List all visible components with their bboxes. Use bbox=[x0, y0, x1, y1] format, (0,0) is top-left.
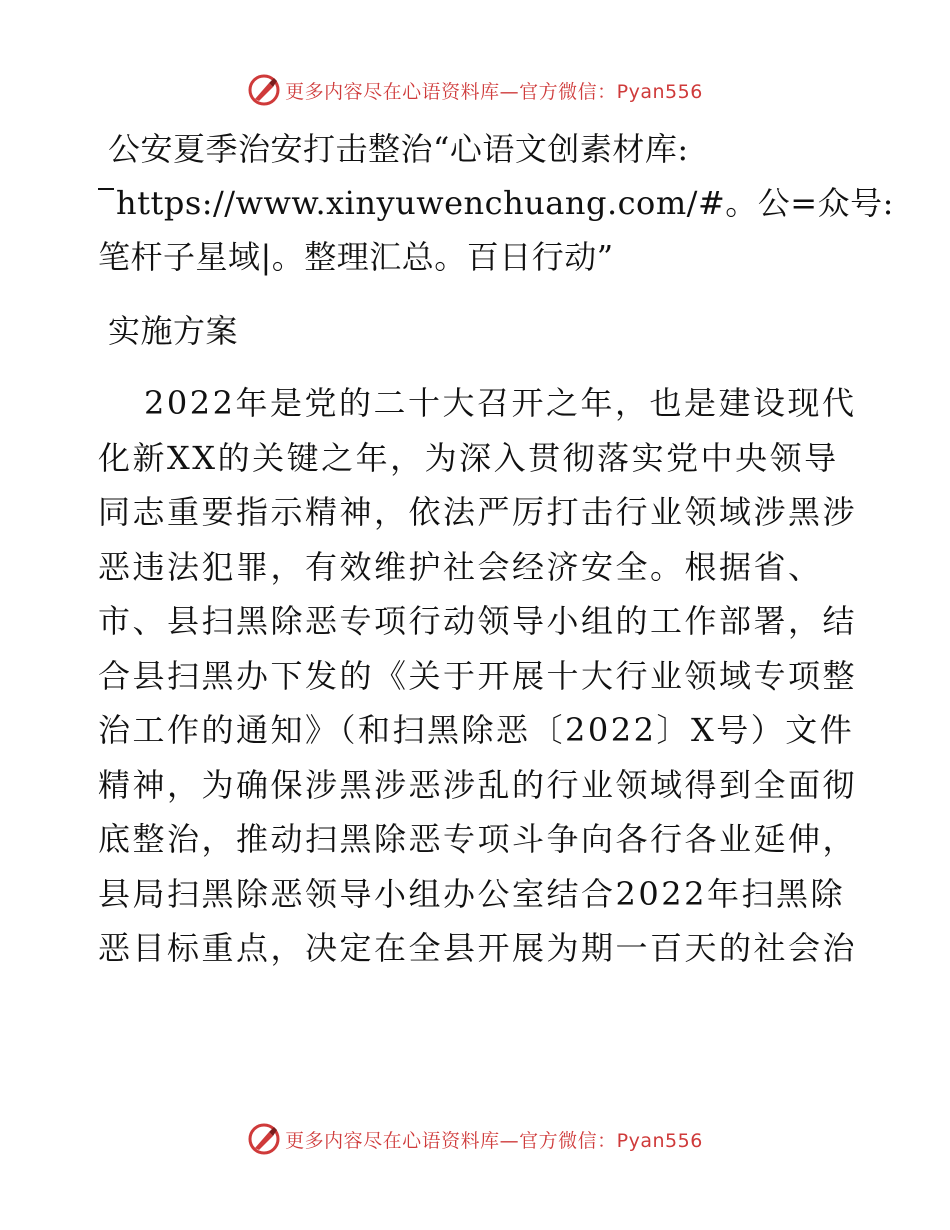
paragraph-line: 治工作的通知》（和扫黑除恶〔2022〕X号）文件 bbox=[98, 711, 855, 749]
title-line-2-text: https://www.xinyuwenchuang.com/#。公=众号: bbox=[116, 184, 894, 222]
paragraph-line: 合县扫黑办下发的《关于开展十大行业领域专项整 bbox=[98, 656, 858, 695]
title-line-4: 实施方案 bbox=[108, 312, 239, 350]
paragraph-line: 县局扫黑除恶领导小组办公室结合2022年扫黑除 bbox=[98, 874, 845, 913]
paragraph-line: 2022年是党的二十大召开之年，也是建设现代 bbox=[144, 384, 857, 422]
footer-banner bbox=[0, 1119, 950, 1159]
document-body bbox=[98, 122, 894, 976]
banner-text: 更多内容尽在心语资料库—官方微信：Pyan556 bbox=[285, 80, 703, 103]
brush-logo-icon bbox=[247, 1122, 281, 1156]
paragraph-line: 恶违法犯罪，有效维护社会经济安全。根据省、 bbox=[98, 547, 823, 586]
paragraph-line: 精神，为确保涉黑涉恶涉乱的行业领域得到全面彻 bbox=[98, 765, 858, 804]
banner-text: 更多内容尽在心语资料库—官方微信：Pyan556 bbox=[285, 1129, 703, 1152]
paragraph-line: 恶目标重点，决定在全县开展为期一百天的社会治 bbox=[98, 929, 858, 967]
body-paragraph bbox=[98, 376, 858, 976]
header-banner bbox=[0, 70, 950, 110]
dash-mark bbox=[98, 188, 114, 190]
paragraph-line: 同志重要指示精神，依法严厉打击行业领域涉黑涉 bbox=[98, 493, 858, 531]
title-line-3: 笔杆子星域|。整理汇总。百日行动” bbox=[98, 238, 614, 276]
paragraph-line: 化新XX的关键之年，为深入贯彻落实党中央领导 bbox=[98, 438, 839, 477]
title-line-2 bbox=[98, 176, 894, 230]
paragraph-line: 市、县扫黑除恶专项行动领导小组的工作部署，结 bbox=[98, 602, 858, 640]
title-line-1: 公安夏季治安打击整治“心语文创素材库: bbox=[108, 130, 689, 168]
paragraph-line: 底整治，推动扫黑除恶专项斗争向各行各业延伸， bbox=[98, 820, 858, 858]
brush-logo-icon bbox=[247, 73, 281, 107]
